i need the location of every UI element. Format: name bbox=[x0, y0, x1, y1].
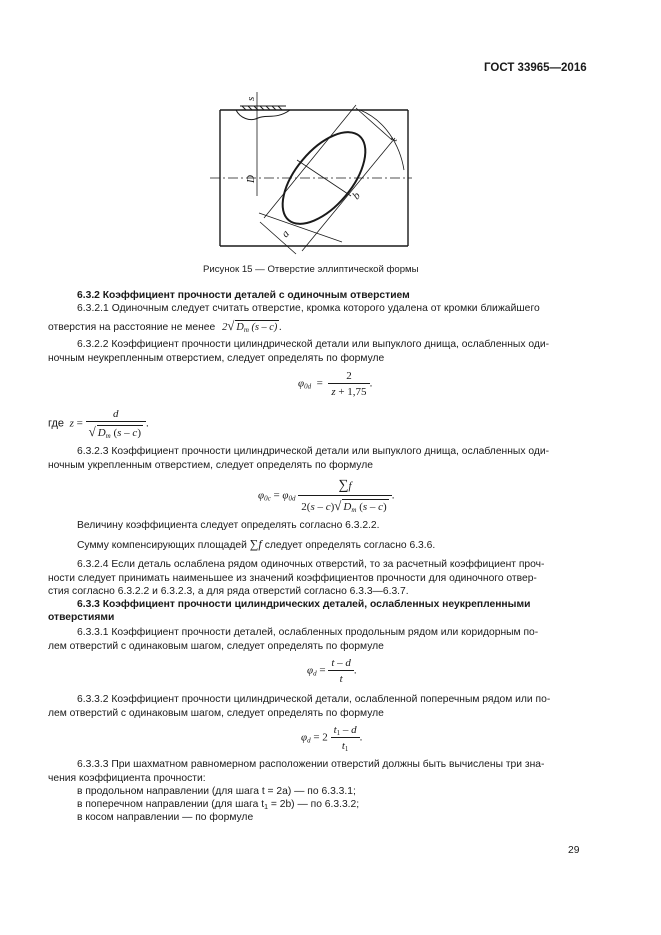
heading-6-3-3-line1: 6.3.3 Коэффициент прочности цилиндрических деталей, ослабленных неукрепленными bbox=[77, 599, 531, 610]
label-t: t bbox=[387, 136, 400, 144]
list-item-oblique: в косом направлении — по формуле bbox=[77, 812, 254, 823]
standard-header: ГОСТ 33965—2016 bbox=[484, 62, 587, 74]
figure-caption: Рисунок 15 — Отверстие эллиптической формы bbox=[203, 264, 419, 275]
para-6-3-3-3-line2: чения коэффициента прочности: bbox=[48, 773, 206, 784]
list-item-transverse: в поперечном направлении (для шага $t_1 = 2b$) — по 6.3.3.2; bbox=[77, 799, 360, 811]
para-6-3-3-1-line1: 6.3.3.1 Коэффициент прочности деталей, ослабленных продольным рядом или коридорным по- bbox=[77, 627, 539, 638]
label-s: s bbox=[245, 96, 257, 101]
page-number: 29 bbox=[568, 845, 580, 856]
para-6-3-2-3-line2: ночным укрепленным отверстием, следует определять по формуле bbox=[48, 460, 373, 471]
figure-elliptic-hole bbox=[0, 0, 661, 280]
list-item-longitudinal: в продольном направлении (для шага t = 2a) — по 6.3.3.1; bbox=[77, 786, 356, 797]
para-6-3-2-4-line1: 6.3.2.4 Если деталь ослаблена рядом одиночных отверстий, то за расчетный коэффициент проч- bbox=[77, 559, 545, 570]
para-compensating-areas: Сумму компенсирующих площадей ∑f следует определять согласно 6.3.6. bbox=[77, 537, 436, 551]
para-6-3-3-1-line2: лем отверстий с одинаковым шагом, следует определять по формуле bbox=[48, 641, 384, 652]
formula-phi0c: $\varphi_{0c} = \varphi_{0d}$ $\frac{\sum f}{2(s - c)√ D_m (s - c)}$ . bbox=[258, 478, 395, 514]
para-6-3-2-1-line2: отверстия на расстояние не менее 2√ $D_m$ (s – c) . bbox=[48, 318, 282, 334]
para-6-3-2-4-line3: стия согласно 6.3.2.2 и 6.3.2.3, а для ряда отверстий согласно 6.3.3—6.3.7. bbox=[48, 586, 409, 597]
para-6-3-2-3-note: Величину коэффициента следует определять согласно 6.3.2.2. bbox=[77, 520, 380, 531]
para-6-3-3-3-line1: 6.3.3.3 При шахматном равномерном расположении отверстий должны быть вычислены три зна- bbox=[77, 759, 545, 770]
heading-6-3-3-line2: отверстиями bbox=[48, 612, 115, 623]
para-6-3-3-2-line1: 6.3.3.2 Коэффициент прочности цилиндрической детали, ослабленной поперечным рядом или по- bbox=[77, 694, 551, 705]
formula-phi-d-1: $\varphi_d$ = $\frac{t - d}{t}$ . bbox=[307, 657, 357, 685]
label-b: b bbox=[350, 189, 363, 203]
para-6-3-2-3-line1: 6.3.2.3 Коэффициент прочности цилиндрической детали или выпуклого днища, ослабленных оди- bbox=[77, 446, 550, 457]
formula-phi0d: $\varphi_{0d}$ = $\frac{2}{z + 1,75}$ . bbox=[298, 370, 373, 398]
para-6-3-3-2-line2: лем отверстий с одинаковым шагом, следует определять по формуле bbox=[48, 708, 384, 719]
para-6-3-2-4-line2: ности следует принимать наименьшее из значений коэффициентов прочности для одиночного отвер- bbox=[48, 573, 537, 584]
para-6-3-2-2-line1: 6.3.2.2 Коэффициент прочности цилиндрической детали или выпуклого днища, ослабленных оди- bbox=[77, 339, 550, 350]
formula-phi-d-2: $\varphi_d = 2$ $\frac{t_1 - d}{t_1}$ . bbox=[301, 724, 363, 753]
para-6-3-2-1-line1: 6.3.2.1 Одиночным следует считать отверстие, кромка которого удалена от кромки ближайшего bbox=[77, 303, 540, 314]
label-a: a bbox=[279, 227, 292, 241]
label-D: D bbox=[245, 175, 257, 183]
formula-z: где z = $\frac{d}{√ D_m (s - c)}$ . bbox=[48, 408, 149, 440]
heading-6-3-2: 6.3.2 Коэффициент прочности деталей с одиночным отверстием bbox=[77, 290, 410, 301]
para-6-3-2-2-line2: ночным неукрепленным отверстием, следует определять по формуле bbox=[48, 353, 385, 364]
